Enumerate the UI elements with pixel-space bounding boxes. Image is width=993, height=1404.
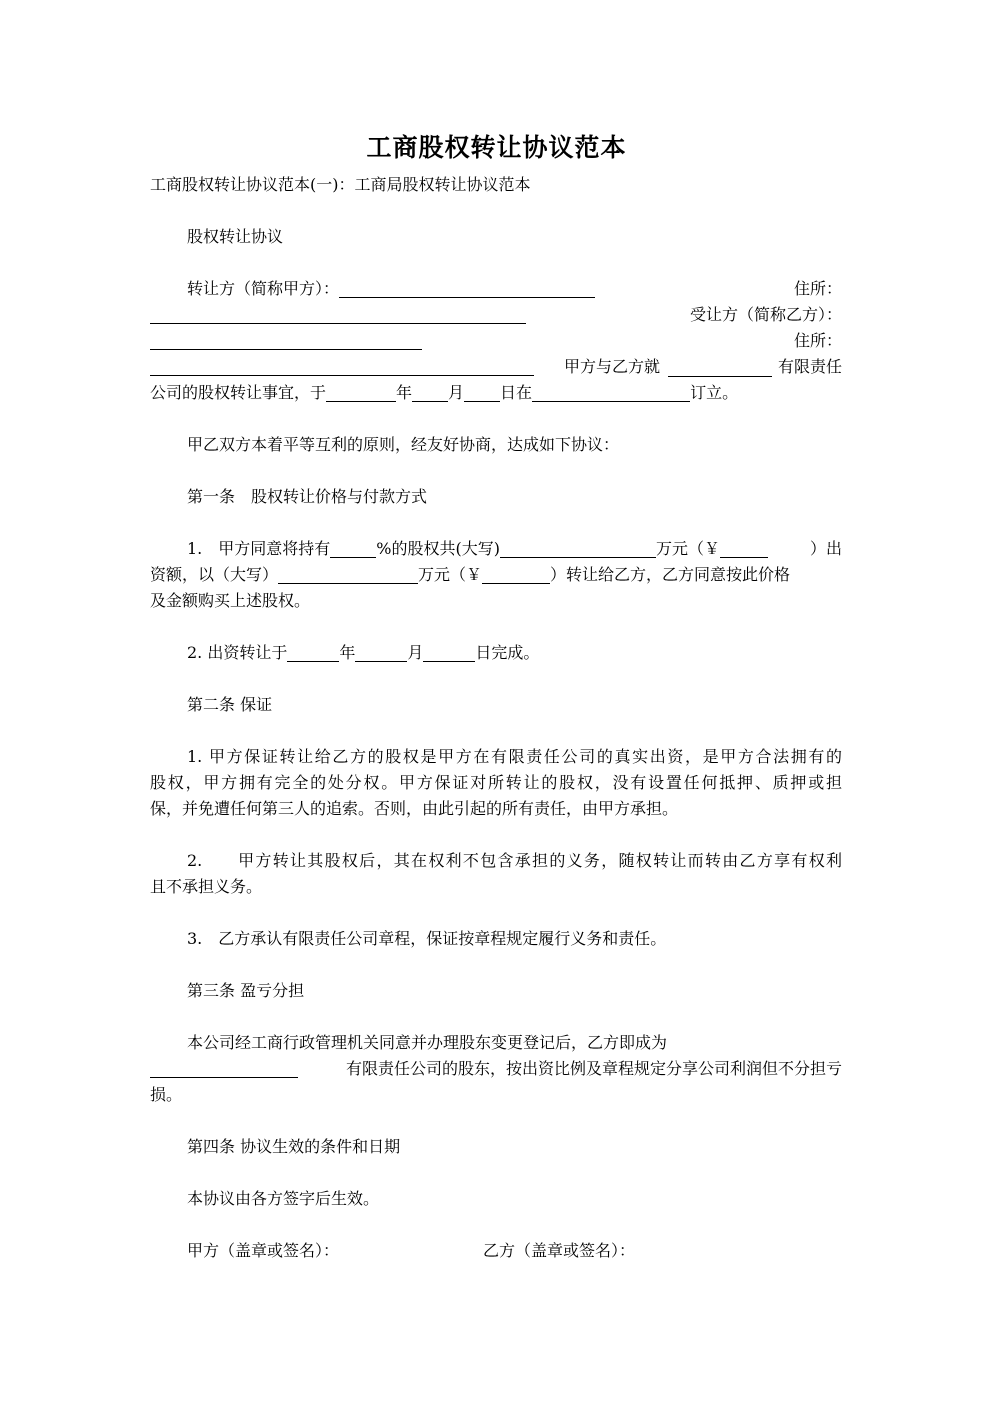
article-2-clause-2-line-2: 且不承担义务。: [150, 877, 263, 896]
percent-blank[interactable]: [330, 539, 376, 558]
article-1-clause-2: [187, 640, 842, 666]
article-2-clause-1-line-2: 股权，甲方拥有完全的处分权。甲方保证对所转让的股权，没有设置任何抵押、质押或担: [150, 773, 842, 792]
clause-text: 月: [407, 643, 424, 662]
article-1-clause-1-line-2: [150, 562, 842, 588]
clause-text: 资额，以（大写）: [150, 565, 279, 584]
article-4-title: 第四条 协议生效的条件和日期: [187, 1137, 401, 1156]
subtitle: 工商股权转让协议范本(一)：工商局股权转让协议范本: [150, 175, 531, 194]
party-a-signature-label: 甲方（盖章或签名）：: [187, 1241, 340, 1260]
article-2-clause-3: 3. 乙方承认有限责任公司章程，保证按章程规定履行义务和责任。: [187, 929, 667, 948]
clause-text: ）转让给乙方，乙方同意按此价格: [550, 565, 791, 584]
agreement-end: 订立。: [690, 383, 739, 402]
party-b-signature-label: 乙方（盖章或签名）：: [483, 1241, 636, 1260]
article-2-clause-1-line-1: 1. 甲方保证转让给乙方的股权是甲方在有限责任公司的真实出资，是甲方合法拥有的: [187, 747, 842, 766]
clause-text: %的股权共(大写): [376, 539, 500, 558]
price-words-blank[interactable]: [278, 565, 418, 584]
signature-line: [187, 1238, 842, 1264]
article-2-title: 第二条 保证: [187, 695, 273, 714]
year-label: 年: [396, 383, 413, 402]
company-name-blank[interactable]: [668, 358, 772, 377]
transferee-address-line: [150, 328, 842, 354]
agreement-text-a: 甲方与乙方就: [564, 357, 661, 376]
completion-month-blank[interactable]: [355, 643, 407, 662]
agreement-text-c: 公司的股权转让事宜，于: [150, 383, 327, 402]
clause-text: 万元（￥: [418, 565, 483, 584]
article-1-clause-1-line-1: [187, 536, 842, 562]
intro-paragraph: 甲乙双方本着平等互利的原则，经友好协商，达成如下协议：: [187, 435, 620, 454]
agreement-line-1: [150, 354, 842, 380]
article-1-clause-1-line-3: 及金额购买上述股权。: [150, 591, 311, 610]
clause-text: ）出: [809, 539, 842, 558]
heading: 股权转让协议: [187, 227, 284, 246]
price-number-blank[interactable]: [482, 565, 550, 584]
transferee-address-blank[interactable]: [150, 357, 534, 376]
day-blank[interactable]: [464, 383, 500, 402]
transferor-label: 转让方（简称甲方）：: [187, 279, 340, 298]
agreement-text-b: 有限责任: [777, 357, 842, 376]
article-2-clause-2-line-1: 2. 甲方转让其股权后，其在权利不包含承担的义务，随权转让而转由乙方享有权利: [187, 851, 842, 870]
clause-text: 1. 甲方同意将持有: [187, 539, 331, 558]
amount-words-blank[interactable]: [500, 539, 656, 558]
article-3-line-2: [150, 1056, 842, 1082]
amount-number-blank[interactable]: [720, 539, 768, 558]
company-blank[interactable]: [150, 1059, 298, 1078]
clause-text: 年: [339, 643, 356, 662]
agreement-line-2: [150, 380, 842, 406]
clause-text: 有限责任公司的股东，按出资比例及章程规定分享公司利润但不分担亏: [345, 1059, 842, 1078]
address-label-2: 住所：: [793, 331, 842, 350]
completion-year-blank[interactable]: [287, 643, 339, 662]
transferor-blank[interactable]: [339, 279, 595, 298]
completion-day-blank[interactable]: [423, 643, 475, 662]
address-label: 住所：: [793, 279, 842, 298]
article-4-text: 本协议由各方签字后生效。: [187, 1189, 380, 1208]
clause-text: 日完成。: [475, 643, 540, 662]
year-blank[interactable]: [326, 383, 396, 402]
transferee-blank[interactable]: [150, 331, 422, 350]
transferee-label: 受让方（简称乙方）：: [689, 305, 842, 324]
transferor-line: [187, 276, 842, 302]
clause-text: 万元（￥: [655, 539, 720, 558]
article-3-title: 第三条 盈亏分担: [187, 981, 305, 1000]
month-label: 月: [448, 383, 465, 402]
day-at-label: 日在: [500, 383, 533, 402]
transferee-line: [150, 302, 842, 328]
month-blank[interactable]: [412, 383, 448, 402]
place-blank[interactable]: [532, 383, 690, 402]
document-title: 工商股权转让协议范本: [366, 133, 627, 162]
article-2-clause-1-line-3: 保，并免遭任何第三人的追索。否则，由此引起的所有责任，由甲方承担。: [150, 799, 679, 818]
clause-text: 2. 出资转让于: [187, 643, 288, 662]
transferor-address-blank[interactable]: [150, 305, 526, 324]
article-3-line-1: 本公司经工商行政管理机关同意并办理股东变更登记后，乙方即成为: [187, 1033, 668, 1052]
article-3-line-3: 损。: [150, 1085, 183, 1104]
article-1-title: 第一条 股权转让价格与付款方式: [187, 487, 428, 506]
